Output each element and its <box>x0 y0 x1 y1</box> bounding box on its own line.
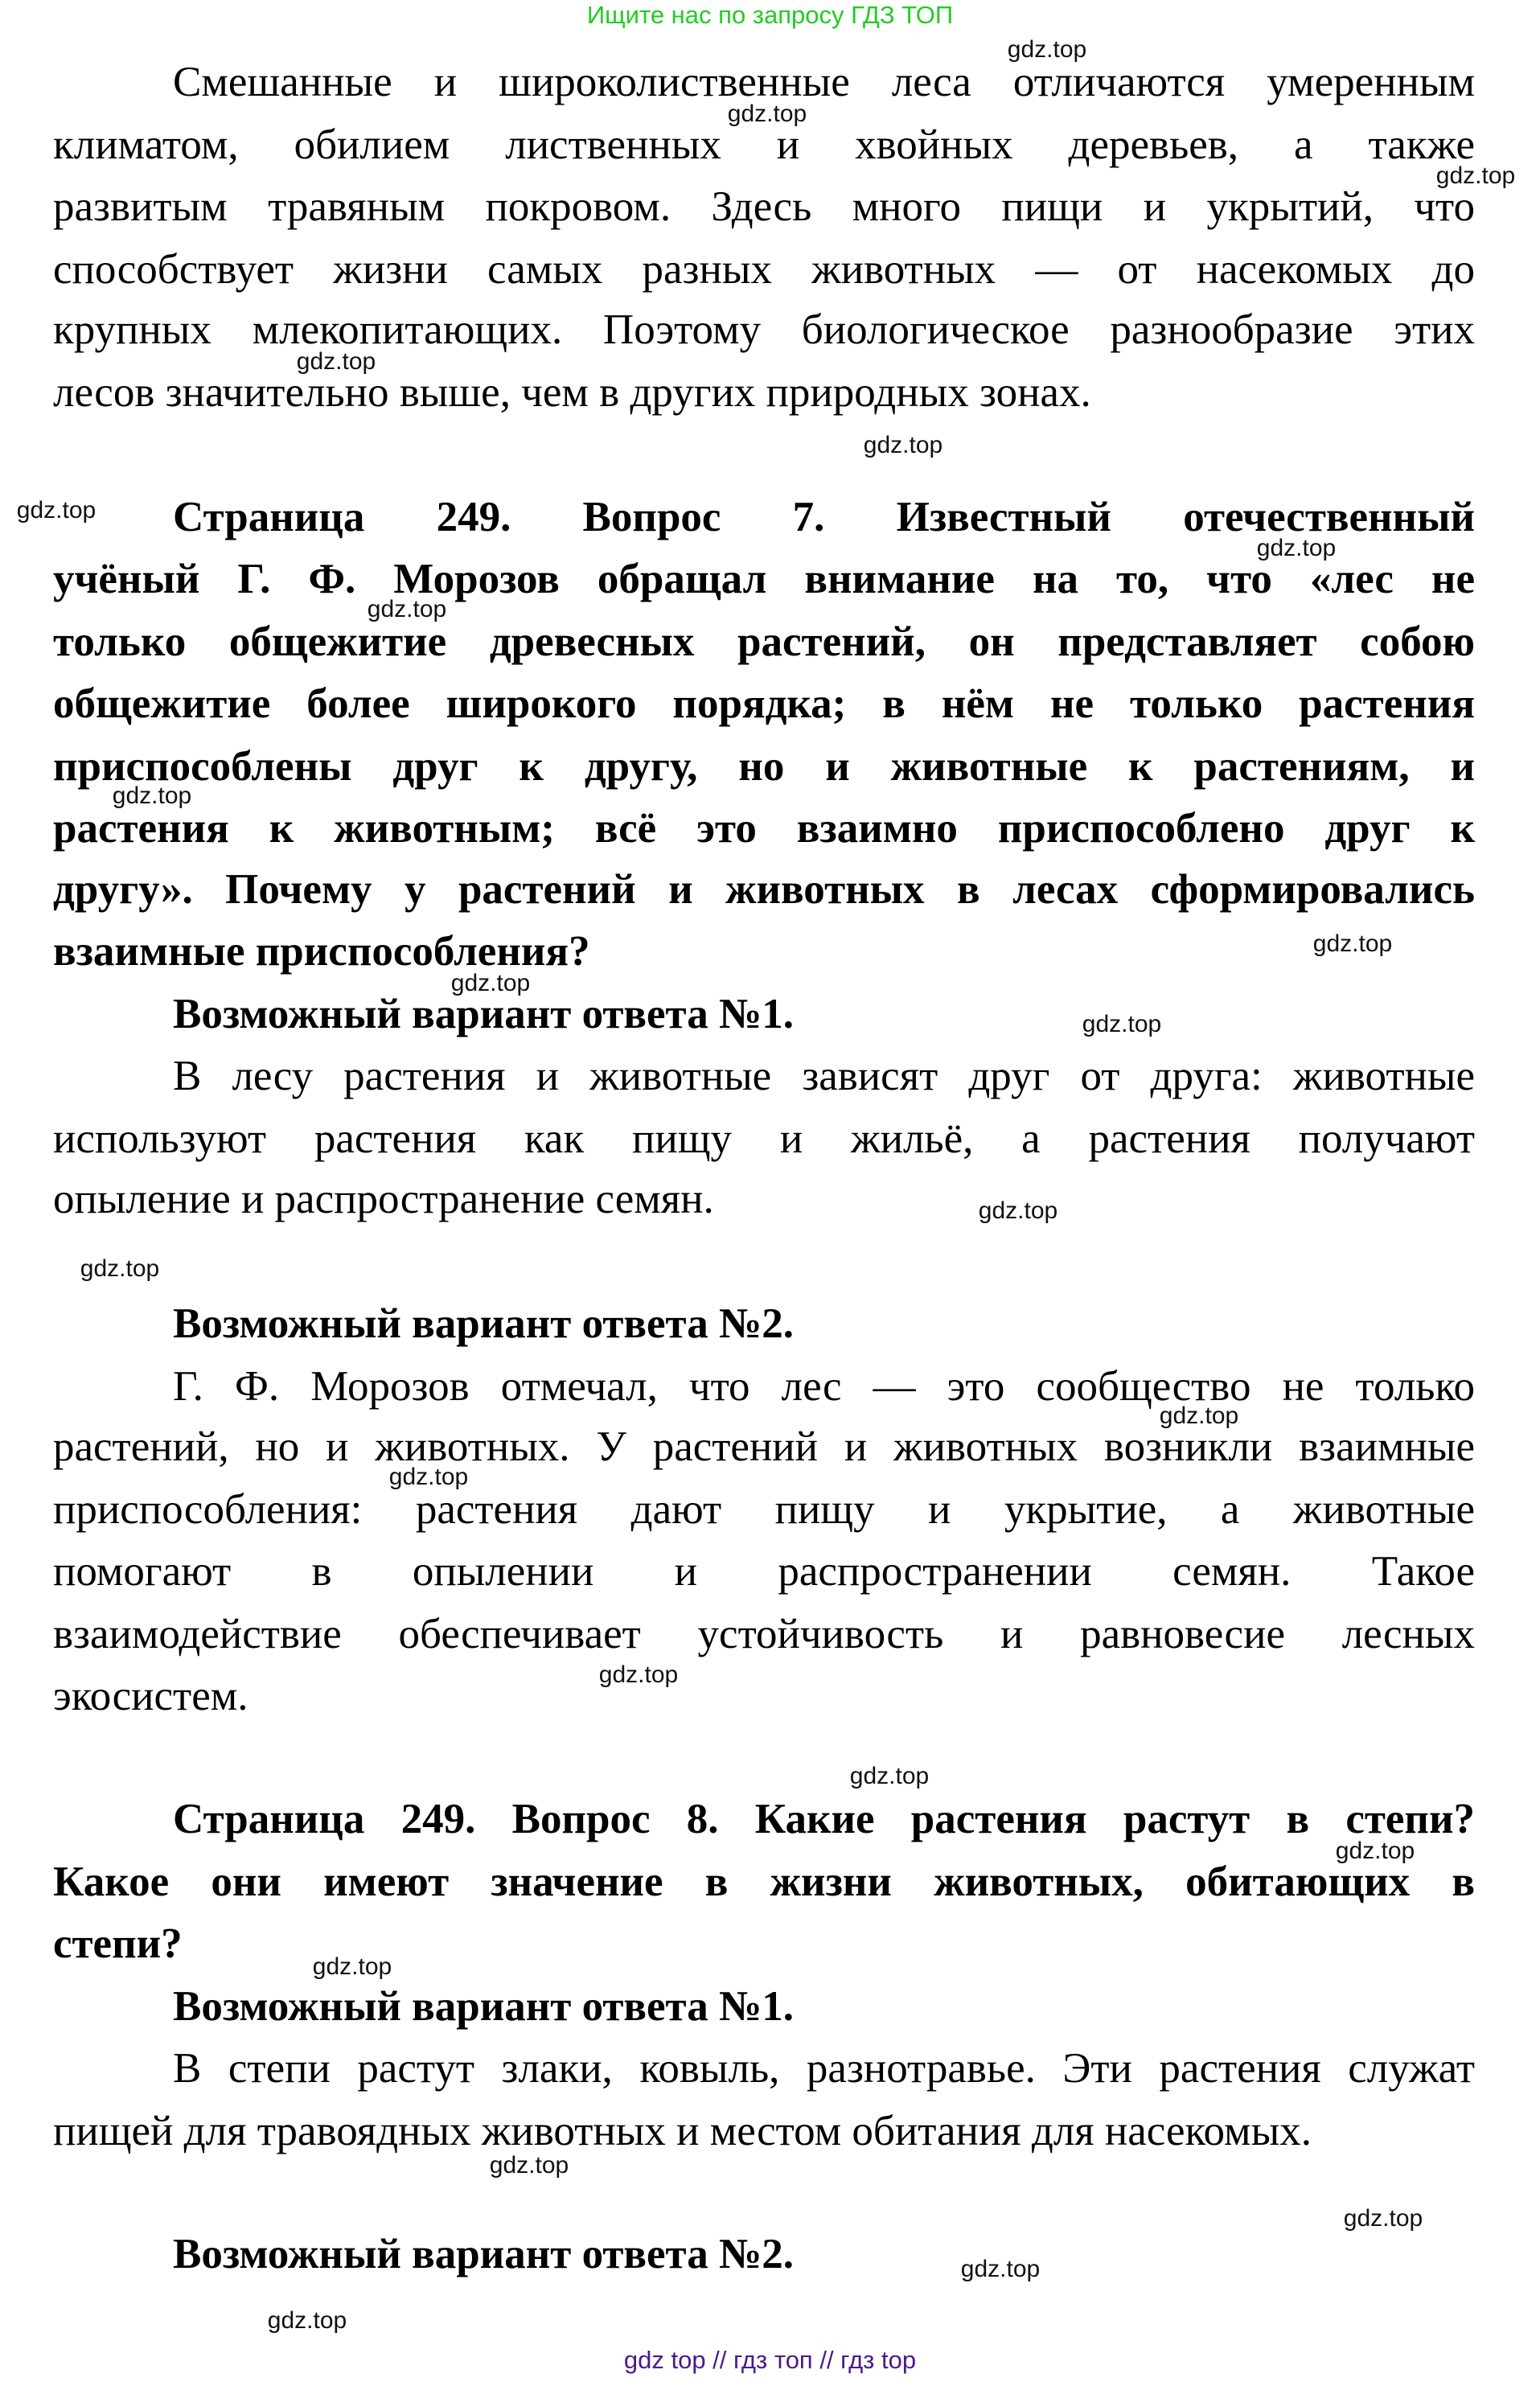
answer-line: растений, но и животных. У растений и животных возникли взаимные <box>53 1423 1475 1470</box>
watermark: gdz.top <box>1312 930 1393 957</box>
watermark: gdz.top <box>112 782 192 809</box>
answer-line: опыление и распространение семян. <box>53 1176 714 1222</box>
answer-line: приспособления: растения дают пищу и укрытие, а животные <box>53 1486 1475 1533</box>
watermark: gdz.top <box>1435 162 1516 189</box>
question-line: приспособлены друг к другу, но и животные к растениям, и <box>53 743 1475 790</box>
answer-heading: Возможный вариант ответа №1. <box>173 1983 794 2030</box>
watermark: gdz.top <box>863 432 943 458</box>
answer-line: В степи растут злаки, ковыль, разнотравье. Эти растения служат <box>173 2045 1475 2092</box>
watermark: gdz.top <box>80 1255 160 1282</box>
watermark: gdz.top <box>312 1953 392 1980</box>
question-line: другу». Почему у растений и животных в лесах сформировались <box>53 866 1475 913</box>
watermark: gdz.top <box>1256 535 1337 561</box>
answer-line: используют растения как пищу и жильё, а растения получают <box>53 1115 1475 1162</box>
watermark: gdz.top <box>388 1464 469 1490</box>
text-line: развитым травяным покровом. Здесь много пищи и укрытий, что <box>53 183 1475 230</box>
watermark: gdz.top <box>1335 1838 1415 1864</box>
question-line: взаимные приспособления? <box>53 928 590 975</box>
answer-heading: Возможный вариант ответа №2. <box>173 2231 794 2277</box>
watermark: gdz.top <box>849 1763 930 1789</box>
question-line: общежитие более широкого порядка; в нём не только растения <box>53 680 1475 727</box>
watermark: gdz.top <box>1159 1403 1239 1429</box>
watermark: gdz.top <box>267 2307 347 2334</box>
answer-heading: Возможный вариант ответа №1. <box>173 991 794 1037</box>
footer-links[interactable]: gdz top // гдз топ // гдз top <box>623 2346 917 2374</box>
watermark: gdz.top <box>489 2152 569 2179</box>
answer-line: пищей для травоядных животных и местом обитания для насекомых. <box>53 2108 1312 2154</box>
watermark: gdz.top <box>727 101 807 127</box>
text-line: крупных млекопитающих. Поэтому биологическое разнообразие этих <box>53 306 1475 353</box>
answer-line: В лесу растения и животные зависят друг от друга: животные <box>173 1053 1475 1099</box>
watermark: gdz.top <box>1343 2205 1423 2232</box>
answer-line: Г. Ф. Морозов отмечал, что лес — это сообщество не только <box>173 1363 1475 1410</box>
question-line: Страница 249. Вопрос 8. Какие растения растут в степи? <box>173 1796 1475 1842</box>
text-line: способствует жизни самых разных животных — от насекомых до <box>53 246 1475 293</box>
question-line: только общежитие древесных растений, он представляет собою <box>53 618 1475 665</box>
watermark: gdz.top <box>598 1661 679 1688</box>
question-line: учёный Г. Ф. Морозов обращал внимание на то, что «лес не <box>53 556 1475 602</box>
answer-line: взаимодействие обеспечивает устойчивость и равновесие лесных <box>53 1611 1475 1657</box>
question-line: Страница 249. Вопрос 7. Известный отечественный <box>173 494 1475 540</box>
watermark: gdz.top <box>978 1197 1058 1224</box>
answer-heading: Возможный вариант ответа №2. <box>173 1300 794 1347</box>
watermark: gdz.top <box>16 497 97 524</box>
text-line: климатом, обилием лиственных и хвойных деревьев, а также <box>53 121 1475 168</box>
text-line: лесов значительно выше, чем в других природных зонах. <box>53 369 1091 416</box>
watermark: gdz.top <box>296 348 376 375</box>
watermark: gdz.top <box>960 2256 1041 2282</box>
search-hint-banner[interactable]: Ищите нас по запросу ГДЗ ТОП <box>586 1 954 29</box>
text-line: Смешанные и широколиственные леса отличаются умеренным <box>173 59 1475 105</box>
answer-line: помогают в опылении и распространении семян. Такое <box>53 1548 1475 1595</box>
watermark: gdz.top <box>367 596 447 622</box>
question-line: растения к животным; всё это взаимно приспособлено друг к <box>53 805 1475 852</box>
question-line: Какое они имеют значение в жизни животных, обитающих в <box>53 1858 1475 1905</box>
watermark: gdz.top <box>1082 1011 1162 1037</box>
watermark: gdz.top <box>1007 36 1087 63</box>
answer-line: экосистем. <box>53 1673 248 1719</box>
question-line: степи? <box>53 1920 183 1967</box>
watermark: gdz.top <box>450 970 531 996</box>
